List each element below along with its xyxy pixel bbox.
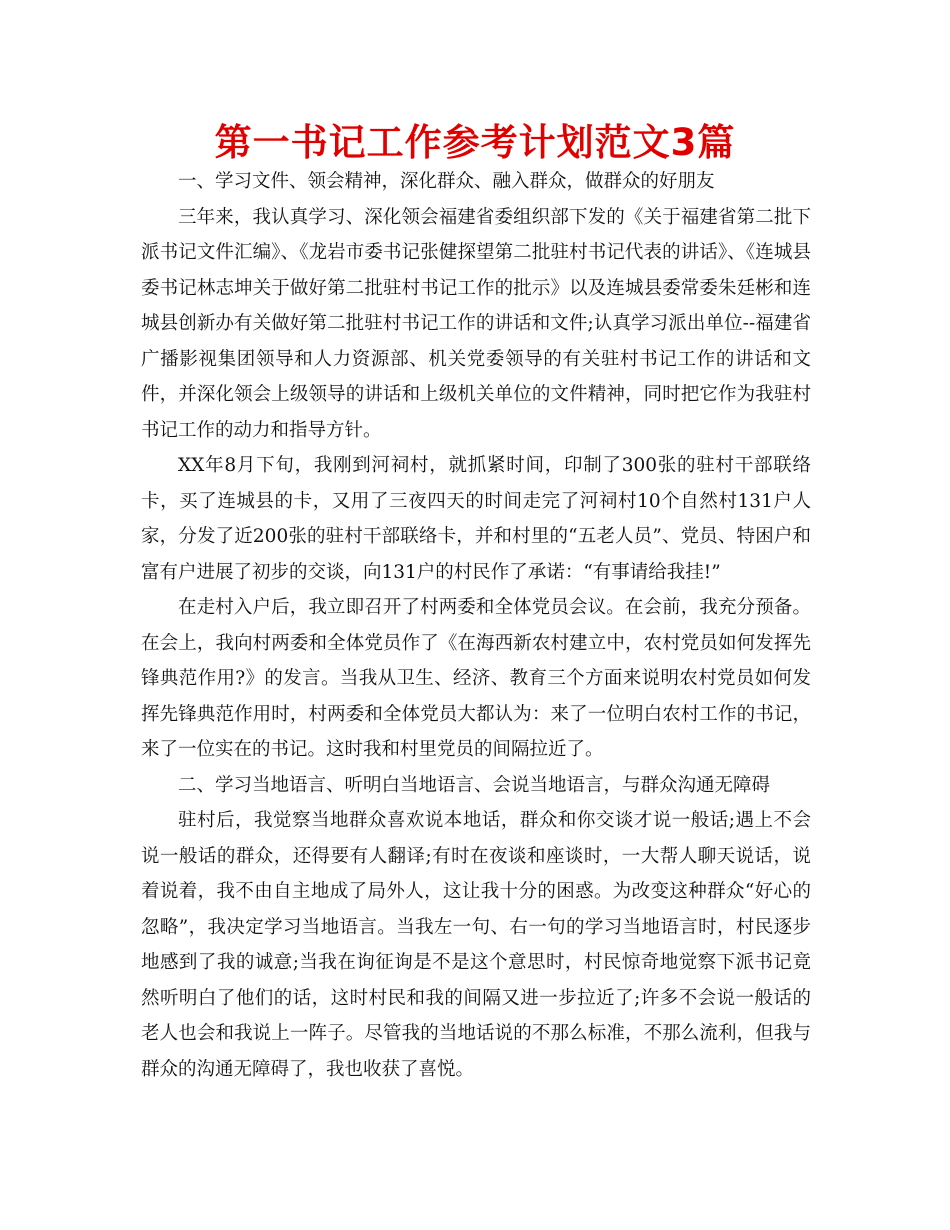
document-body — [141, 164, 811, 1087]
section-heading-2: 二、学习当地语言、听明白当地语言、会说当地语言，与群众沟通无障碍 — [178, 774, 771, 796]
body-paragraph: 三年来，我认真学习、深化领会福建省委组织部下发的《关于福建省第二批下派书记文件汇编》、《龙岩市委书记张健探望第二批驻村书记代表的讲话》、《连城县委书记林志坤关于做好第二批驻村书记工作的批示》以及连城县委常委朱廷彬和连城县创新办有关做好第二批驻村书记工作的讲话和文件;认真学习派出单位--福建省广播影视集团领导和人力资源部、机关党委领导的有关驻村书记工作的讲话和文件，并深化领会上级领导的讲话和上级机关单位的文件精神，同时把它作为我驻村书记工作的动力和指导方针。 — [141, 206, 811, 441]
section-heading-1: 一、学习文件、领会精神，深化群众、融入群众，做群众的好朋友 — [178, 171, 715, 192]
body-paragraph: 驻村后，我觉察当地群众喜欢说本地话，群众和你交谈才说一般话;遇上不会说一般话的群众，还得要有人翻译;有时在夜谈和座谈时，一大帮人聊天说话，说着说着，我不由自主地成了局外人，这让我十分的困惑。为改变这种群众“好心的忽略”，我决定学习当地语言。当我左一句、右一句的学习当地语言时，村民逐步地感到了我的诚意;当我在询征询是不是这个意思时，村民惊奇地觉察下派书记竟然听明白了他们的话，这时村民和我的间隔又进一步拉近了;许多不会说一般话的老人也会和我说上一阵子。尽管我的当地话说的不那么标准，不那么流利，但我与群众的沟通无障碍了，我也收获了喜悦。 — [141, 810, 811, 1080]
document-title: 第一书记工作参考计划范文3篇 — [214, 121, 736, 164]
body-paragraph: 在走村入户后，我立即召开了村两委和全体党员会议。在会前，我充分预备。在会上，我向村两委和全体党员作了《在海西新农村建立中，农村党员如何发挥先锋典范作用?》的发言。当我从卫生、经济、教育三个方面来说明农村党员如何发挥先锋典范作用时，村两委和全体党员大都认为：来了一位明白农村工作的书记，来了一位实在的书记。这时我和村里党员的间隔拉近了。 — [141, 597, 811, 760]
body-paragraph: XX年8月下旬，我刚到河祠村，就抓紧时间，印制了300张的驻村干部联络卡，买了连城县的卡，又用了三夜四天的时间走完了河祠村10个自然村131户人家，分发了近200张的驻村干部联络卡，并和村里的“五老人员”、党员、特困户和富有户进展了初步的交谈，向131户的村民作了承诺：“有事请给我挂!” — [141, 455, 811, 583]
